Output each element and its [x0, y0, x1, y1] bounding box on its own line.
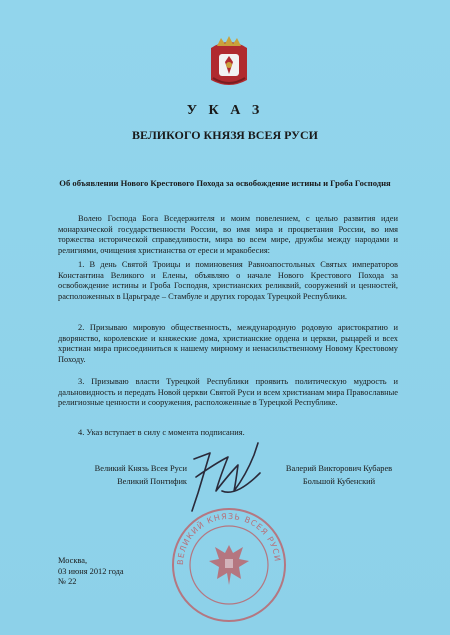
decree-title: У К А З [186, 103, 264, 118]
article-2-paragraph: 2. Призываю мировую общественность, международную родовую аристократию и дворянство, королевские и княжеские дома, христианские ордена и церкви, рыцарей и всех христиан мира присоединиться к нашему мирному и ненасильственному Новому Крестовому Походу. [58, 323, 398, 364]
decree-number: № 22 [58, 577, 77, 587]
decree-subject: Об объявлении Нового Крестового Похода за освобождение истины и Гроба Господня [59, 178, 391, 188]
signatory-name-line: Большой Кубенский [302, 476, 376, 486]
place-line: Москва, [58, 556, 88, 565]
place-date-block [58, 556, 158, 588]
date-line: 03 июня 2012 года [58, 566, 124, 576]
signatory-name-line: Валерий Викторович Кубарев [285, 464, 393, 473]
signatory-title-line: Великий Князь Всея Руси [94, 464, 187, 473]
preamble-paragraph: Волею Господа Бога Вседержителя и моим повелением, с целью развития идеи монархической государственности России, во имя мира и процветания России, во имя торжества исторической справедливости, мира во всем мире, дружбы между народами и религиями, очищения христианства от ереси и мракобесия: [58, 214, 398, 255]
official-seal-stamp [169, 505, 289, 625]
article-1-paragraph: 1. В день Святой Троицы и поминовения Равноапостольных Святых императоров Константина Великого и Елены, объявляю о начале Нового Крестового Похода за освобождение истины и Гроба Господня, христианских реликвий, сооружений и ценностей, расположенных в Царьграде – Стамбуле и других городах Турецкой Республики. [58, 260, 398, 301]
coat-of-arms-icon [207, 34, 251, 90]
article-3-paragraph: 3. Призываю власти Турецкой Республики проявить политическую мудрость и дальновидность и передать Новой церкви Святой Руси и всем христианам мира Православные религиозные ценности и сооружения, расположенные в Турецкой Республике. [58, 377, 398, 408]
signatory-title-block [82, 463, 187, 488]
handwritten-signature [176, 433, 276, 523]
signatory-title-line: Великий Понтифик [117, 476, 187, 486]
signatory-name-block [264, 463, 414, 488]
article-4-paragraph: 4. Указ вступает в силу с момента подписания. [78, 428, 245, 437]
decree-subtitle: ВЕЛИКОГО КНЯЗЯ ВСЕЯ РУСИ [132, 128, 318, 142]
double-headed-eagle-icon [209, 545, 249, 585]
stamp-ring-text: ВЕЛИКИЙ КНЯЗЬ ВСЕЯ РУСИ [175, 511, 283, 566]
